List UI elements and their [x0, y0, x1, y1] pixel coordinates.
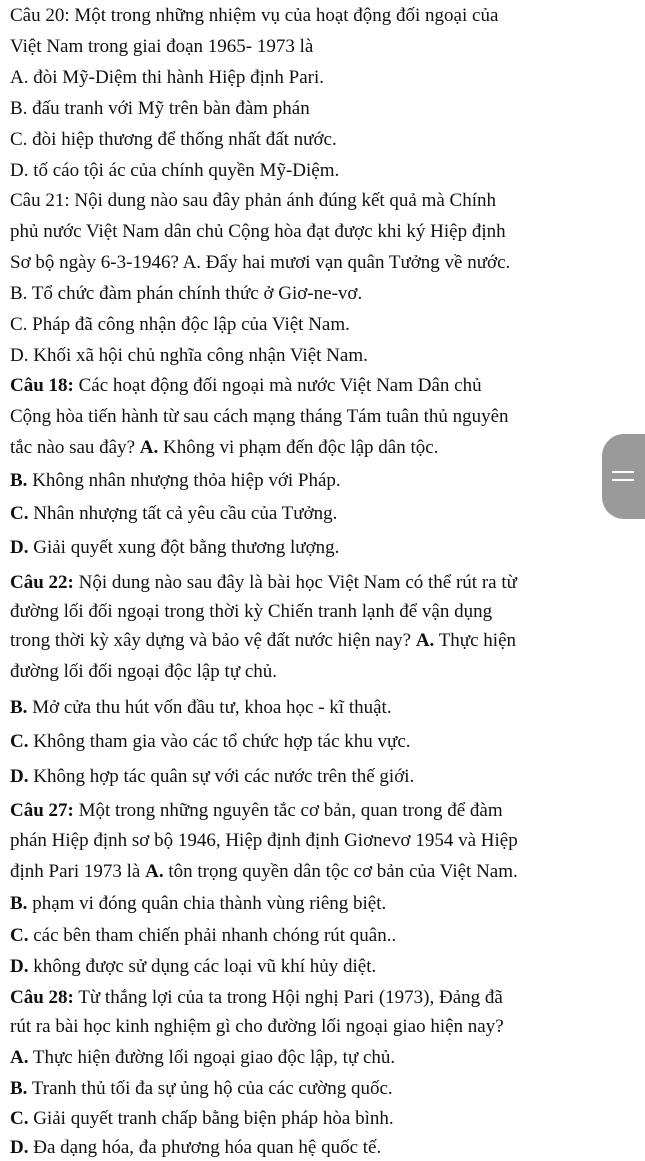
q21-option-b: B. Tổ chức đàm phán chính thức ở Giơ-ne-vơ. [10, 283, 363, 304]
q21-option-c: C. Pháp đã công nhận độc lập của Việt Nam. [10, 314, 350, 335]
q22-option-d: D. Không hợp tác quân sự với các nước trên thế giới. [10, 766, 415, 787]
q21-line-3: Sơ bộ ngày 6-3-1946? A. Đẩy hai mươi vạn quân Tưởng về nước. [10, 252, 511, 273]
q20-line-1: Câu 20: Một trong những nhiệm vụ của hoạt động đối ngoại của [10, 5, 499, 26]
q18-option-b: B. Không nhân nhượng thỏa hiệp với Pháp. [10, 470, 341, 491]
q28-line-2: rút ra bài học kinh nghiệm gì cho đường lối ngoại giao hiện nay? [10, 1016, 504, 1037]
q20-option-c: C. đòi hiệp thương để thống nhất đất nước. [10, 129, 337, 150]
q21-line-1: Câu 21: Nội dung nào sau đây phản ánh đúng kết quả mà Chính [10, 190, 497, 211]
side-drawer-handle[interactable] [602, 434, 645, 519]
q18-line-2: Cộng hòa tiến hành từ sau cách mạng tháng Tám tuân thủ nguyên [10, 406, 509, 427]
q28-option-b: B. Tranh thủ tối đa sự ủng hộ của các cường quốc. [10, 1078, 393, 1099]
q22-line-1: Câu 22: Nội dung nào sau đây là bài học Việt Nam có thể rút ra từ [10, 572, 517, 593]
handle-line-icon [612, 479, 634, 481]
q20-line-2: Việt Nam trong giai đoạn 1965- 1973 là [10, 36, 314, 57]
q27-line-1: Câu 27: Một trong những nguyên tắc cơ bản, quan trong để đàm [10, 800, 503, 821]
q20-option-b: B. đấu tranh với Mỹ trên bàn đàm phán [10, 98, 310, 119]
q28-line-1: Câu 28: Từ thắng lợi của ta trong Hội nghị Pari (1973), Đảng đã [10, 987, 503, 1008]
q28-option-a: A. Thực hiện đường lối ngoại giao độc lập, tự chủ. [10, 1047, 396, 1068]
q27-line-2: phán Hiệp định sơ bộ 1946, Hiệp định định Giơnevơ 1954 và Hiệp [10, 830, 518, 851]
q22-label: Câu 22: [10, 572, 74, 593]
q18-line-3: tắc nào sau đây? A. Không vi phạm đến độc lập dân tộc. [10, 437, 439, 458]
q18-option-c: C. Nhân nhượng tất cả yêu cầu của Tưởng. [10, 503, 338, 524]
q21-option-d: D. Khối xã hội chủ nghĩa công nhận Việt Nam. [10, 345, 368, 366]
q22-line-3: trong thời kỳ xây dựng và bảo vệ đất nước hiện nay? A. Thực hiện [10, 630, 517, 651]
q22-option-c: C. Không tham gia vào các tổ chức hợp tác khu vực. [10, 731, 411, 752]
q28-option-d: D. Đa dạng hóa, đa phương hóa quan hệ quốc tế. [10, 1137, 382, 1158]
q27-option-d: D. không được sử dụng các loại vũ khí hủy diệt. [10, 956, 377, 977]
q27-line-3: định Pari 1973 là A. tôn trọng quyền dân tộc cơ bản của Việt Nam. [10, 861, 518, 882]
q27-label: Câu 27: [10, 800, 74, 821]
q18-option-d: D. Giải quyết xung đột bằng thương lượng. [10, 537, 340, 558]
q27-option-b: B. phạm vi đóng quân chia thành vùng riêng biệt. [10, 893, 387, 914]
q21-line-2: phủ nước Việt Nam dân chủ Cộng hòa đạt được khi ký Hiệp định [10, 221, 506, 242]
q18-line-1: Câu 18: Các hoạt động đối ngoại mà nước Việt Nam Dân chủ [10, 375, 482, 396]
q22-line-2: đường lối đối ngoại trong thời kỳ Chiến tranh lạnh để vận dụng [10, 601, 493, 622]
q28-label: Câu 28: [10, 987, 74, 1008]
q27-option-c: C. các bên tham chiến phải nhanh chóng rút quân.. [10, 925, 397, 946]
q22-option-a-cont: đường lối đối ngoại độc lập tự chủ. [10, 661, 278, 682]
handle-line-icon [612, 471, 634, 473]
q28-option-c: C. Giải quyết tranh chấp bằng biện pháp hòa bình. [10, 1108, 394, 1129]
q20-option-a: A. đòi Mỹ-Diệm thi hành Hiệp định Pari. [10, 67, 324, 88]
q20-option-d: D. tố cáo tội ác của chính quyền Mỹ-Diệm. [10, 160, 340, 181]
q22-option-b: B. Mở cửa thu hút vốn đầu tư, khoa học - kĩ thuật. [10, 697, 392, 718]
q18-label: Câu 18: [10, 375, 74, 396]
